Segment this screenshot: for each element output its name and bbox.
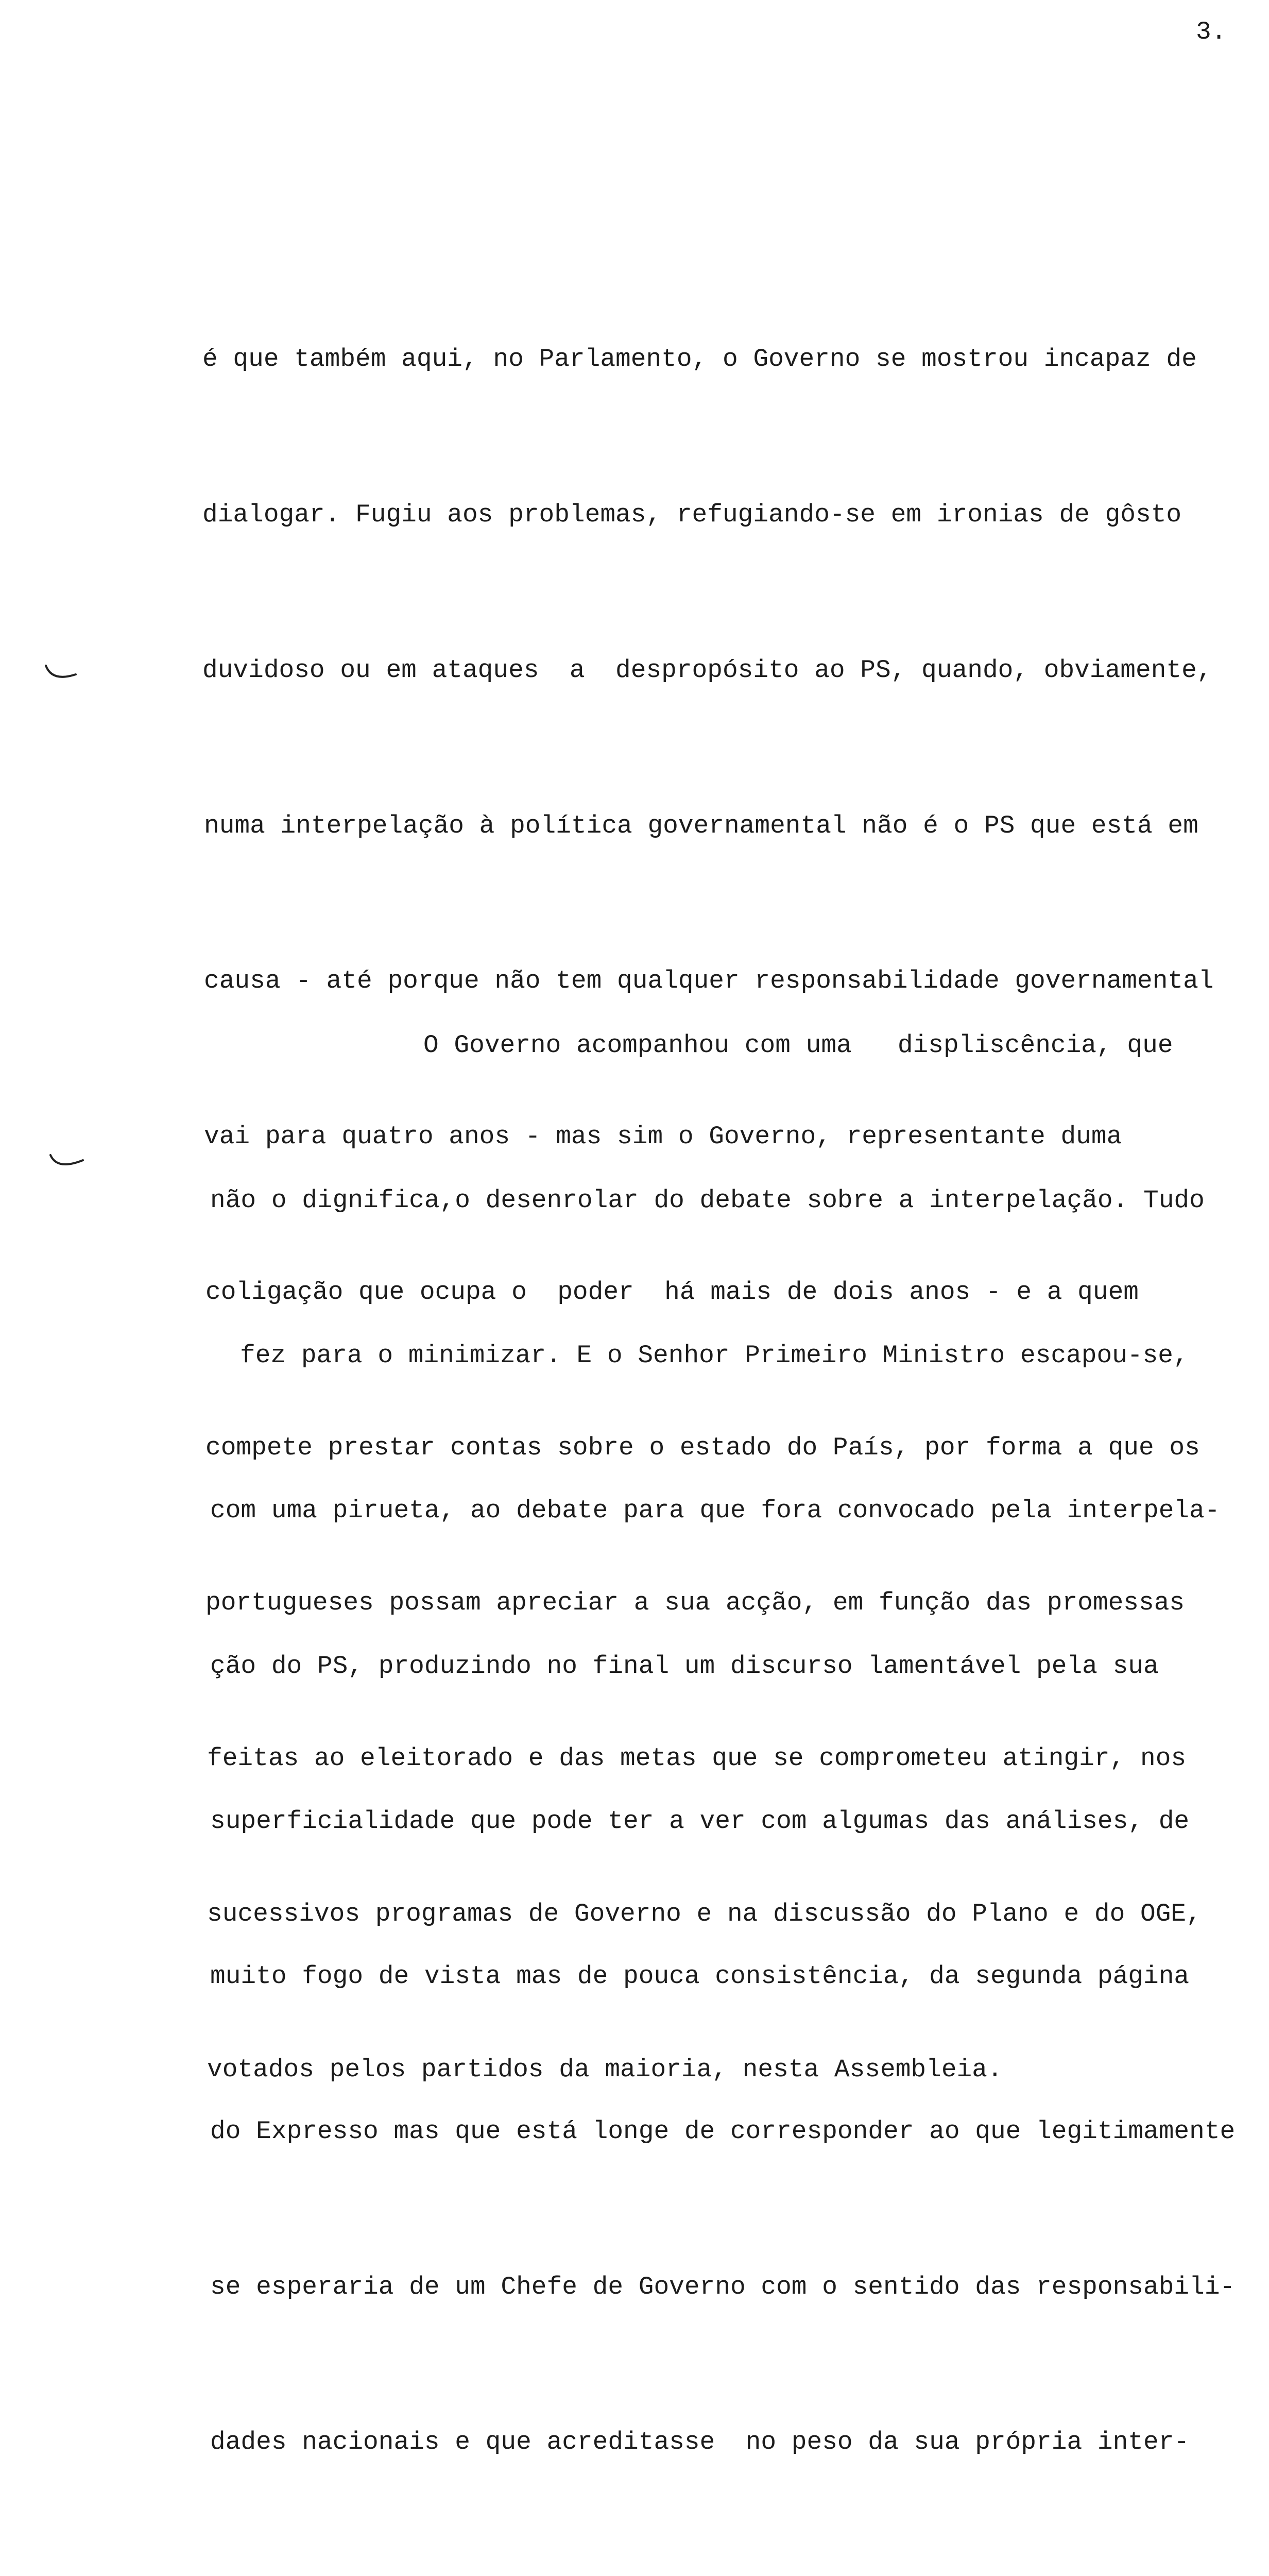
text-line: do Expresso mas que está longe de corresponder ao que legitimamente (210, 2117, 1236, 2146)
text-line: sucessivos programas de Governo e na discussão do Plano e do OGE, (207, 1900, 1202, 1928)
text-line: numa interpelação à política governamental não é o PS que está em (204, 811, 1198, 840)
text-line: superficialidade que pode ter a ver com algumas das análises, de (210, 1806, 1190, 1836)
text-line: com uma pirueta, ao debate para que fora convocado pela interpela- (210, 1496, 1220, 1526)
page-number: 3. (1196, 18, 1227, 46)
text-line: dades nacionais e que acreditasse no peso da sua própria inter- (210, 2427, 1190, 2456)
text-line: é que também aqui, no Parlamento, o Governo se mostrou incapaz de (202, 345, 1197, 374)
text-line: fez para o minimizar. E o Senhor Primeiro Ministro escapou-se, (240, 1341, 1189, 1370)
paragraph-2 (210, 916, 1235, 2576)
text-line: feitas ao eleitorado e das metas que se comprometeu atingir, nos (207, 1744, 1187, 1773)
text-line: O Governo acompanhou com uma displiscência, que (423, 1030, 1173, 1060)
text-line: portugueses possam apreciar a sua acção, em função das promessas (205, 1588, 1185, 1618)
text-line (210, 2571, 1235, 2576)
text-line: votados pelos partidos da maioria, nesta Assembleia. (207, 2055, 1003, 2084)
text-line: duvidoso ou em ataques a despropósito ao PS, quando, obviamente, (202, 655, 1212, 685)
text-line: dialogar. Fugiu aos problemas, refugiando-se em ironias de gôsto (202, 500, 1182, 529)
text-line: causa - até porque não tem qualquer responsabilidade governamental (204, 967, 1214, 996)
text-line: se esperaria de um Chefe de Governo com o sentido das responsabili- (210, 2272, 1236, 2301)
text-line: ção do PS, produzindo no final um discurso lamentável pela sua (210, 1651, 1159, 1681)
text-line: muito fogo de vista mas de pouca consistência, da segunda página (210, 1962, 1190, 1991)
hole-punch-mark (46, 666, 76, 677)
text-line: vai para quatro anos - mas sim o Governo, representante duma (204, 1122, 1122, 1151)
text-line: compete prestar contas sobre o estado do País, por forma a que os (205, 1433, 1200, 1462)
text-line: não o dignifica,o desenrolar do debate sobre a interpelação. Tudo (210, 1186, 1205, 1215)
text-line: coligação que ocupa o poder há mais de dois anos - e a quem (205, 1277, 1139, 1307)
hole-punch-mark (50, 1155, 83, 1164)
